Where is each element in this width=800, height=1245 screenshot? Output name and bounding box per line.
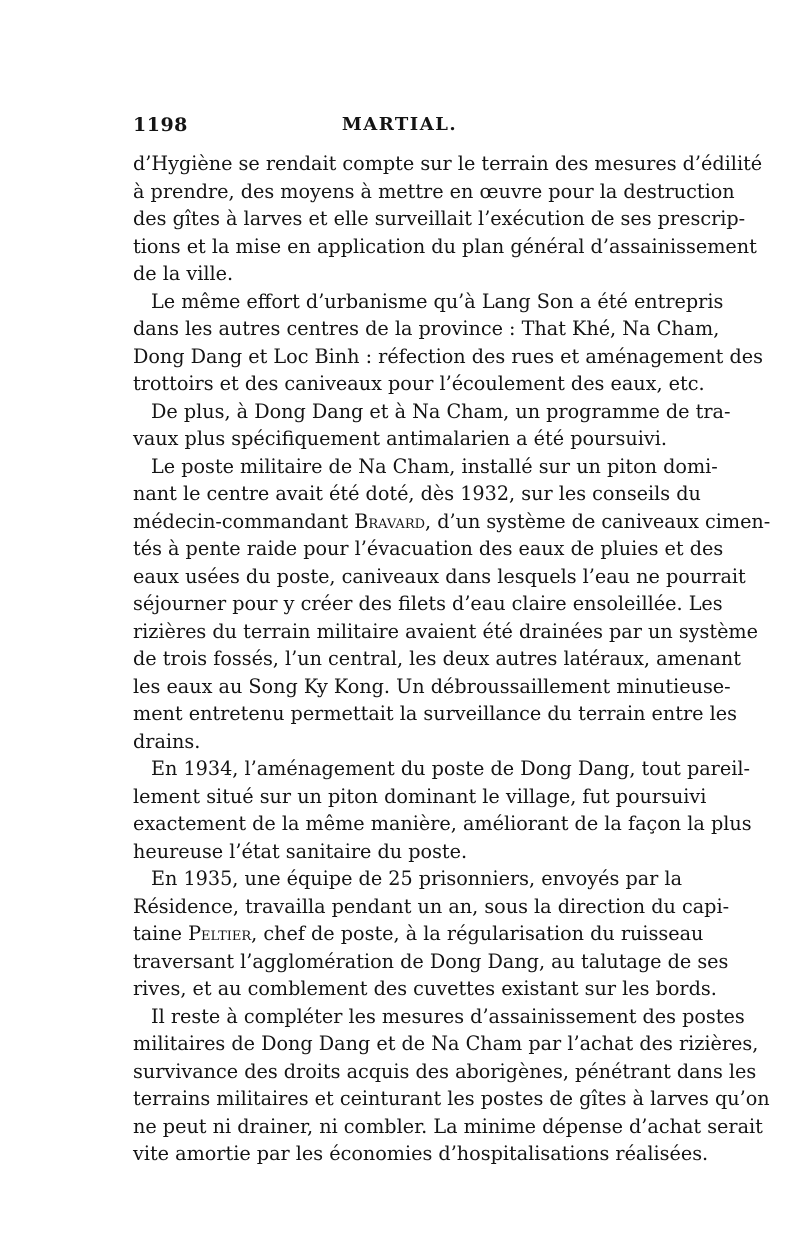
- text-line: à prendre, des moyens à mettre en œuvre pour la destruction: [133, 179, 735, 203]
- text-line: Dong Dang et Loc Binh : réfection des rues et aménagement des: [133, 344, 763, 368]
- text-line: En 1934, l’aménagement du poste de Dong Dang, tout pareil-: [151, 757, 750, 780]
- text-line: médecin-commandant Bravard, d’un système de caniveaux cimen-: [133, 509, 771, 533]
- text-line: exactement de la même manière, améliorant de la façon la plus: [133, 812, 752, 835]
- paragraph: [133, 755, 752, 865]
- text-line: lement situé sur un piton dominant le village, fut poursuivi: [133, 784, 707, 808]
- paragraph: [133, 1003, 770, 1168]
- running-head: [133, 114, 666, 144]
- text-line: ment entretenu permettait la surveillance du terrain entre les: [133, 702, 737, 725]
- text-line: de trois fossés, l’un central, les deux autres latéraux, amenant: [133, 647, 741, 670]
- text-line: survivance des droits acquis des aborigènes, pénétrant dans les: [133, 1059, 757, 1083]
- page-number: 1198: [133, 114, 188, 136]
- text-line: Résidence, travailla pendant un an, sous la direction du capi-: [133, 894, 730, 918]
- paragraph: [133, 865, 730, 1003]
- text-line: Le même effort d’urbanisme qu’à Lang Son a été entrepris: [151, 289, 724, 313]
- text-line: taine Peltier, chef de poste, à la régularisation du ruisseau: [133, 922, 704, 945]
- text-line: drains.: [133, 729, 201, 753]
- small-caps-name: Bravard: [354, 509, 426, 533]
- text-line: En 1935, une équipe de 25 prisonniers, envoyés par la: [151, 867, 683, 890]
- text-line: rizières du terrain militaire avaient été drainées par un système: [133, 619, 758, 643]
- body-text: [133, 150, 771, 1168]
- text-line: terrains militaires et ceinturant les postes de gîtes à larves qu’on: [133, 1087, 770, 1110]
- text-line: vite amortie par les économies d’hospitalisations réalisées.: [133, 1142, 709, 1165]
- paragraph: [133, 398, 731, 453]
- text-line: tés à pente raide pour l’évacuation des eaux de pluies et des: [133, 537, 724, 560]
- text-line: De plus, à Dong Dang et à Na Cham, un programme de tra-: [151, 399, 731, 423]
- text-line: d’Hygiène se rendait compte sur le terrain des mesures d’édilité: [133, 152, 763, 175]
- text-line: de la ville.: [133, 262, 234, 285]
- text-line: Le poste militaire de Na Cham, installé sur un piton domi-: [151, 454, 718, 478]
- text-line: dans les autres centres de la province : That Khé, Na Cham,: [133, 317, 720, 340]
- text-line: tions et la mise en application du plan général d’assainissement: [133, 234, 757, 258]
- text-line: les eaux au Song Ky Kong. Un débroussaillement minutieuse-: [133, 674, 731, 698]
- text-line: traversant l’agglomération de Dong Dang, au talutage de ses: [133, 949, 729, 973]
- text-line: des gîtes à larves et elle surveillait l’exécution de ses prescrip-: [133, 207, 746, 230]
- text-line: Il reste à compléter les mesures d’assainissement des postes: [151, 1004, 745, 1028]
- text-line: vaux plus spécifiquement antimalarien a été poursuivi.: [133, 427, 667, 450]
- text-line: ne peut ni drainer, ni combler. La minime dépense d’achat serait: [133, 1114, 763, 1138]
- text-line: séjourner pour y créer des filets d’eau claire ensoleillée. Les: [133, 592, 723, 615]
- paragraph: [133, 453, 771, 756]
- text-line: militaires de Dong Dang et de Na Cham par l’achat des rizières,: [133, 1032, 759, 1055]
- small-caps-name: Peltier: [188, 922, 252, 945]
- text-line: eaux usées du poste, caniveaux dans lesquels l’eau ne pourrait: [133, 564, 746, 588]
- paragraph: [133, 150, 763, 288]
- paragraph: [133, 288, 763, 398]
- text-line: rives, et au comblement des cuvettes existant sur les bords.: [133, 977, 717, 1000]
- text-line: trottoirs et des caniveaux pour l’écoulement des eaux, etc.: [133, 372, 705, 395]
- running-title: MARTIAL.: [341, 114, 458, 135]
- text-line: heureuse l’état sanitaire du poste.: [133, 839, 468, 863]
- text-line: nant le centre avait été doté, dès 1932, sur les conseils du: [133, 482, 701, 505]
